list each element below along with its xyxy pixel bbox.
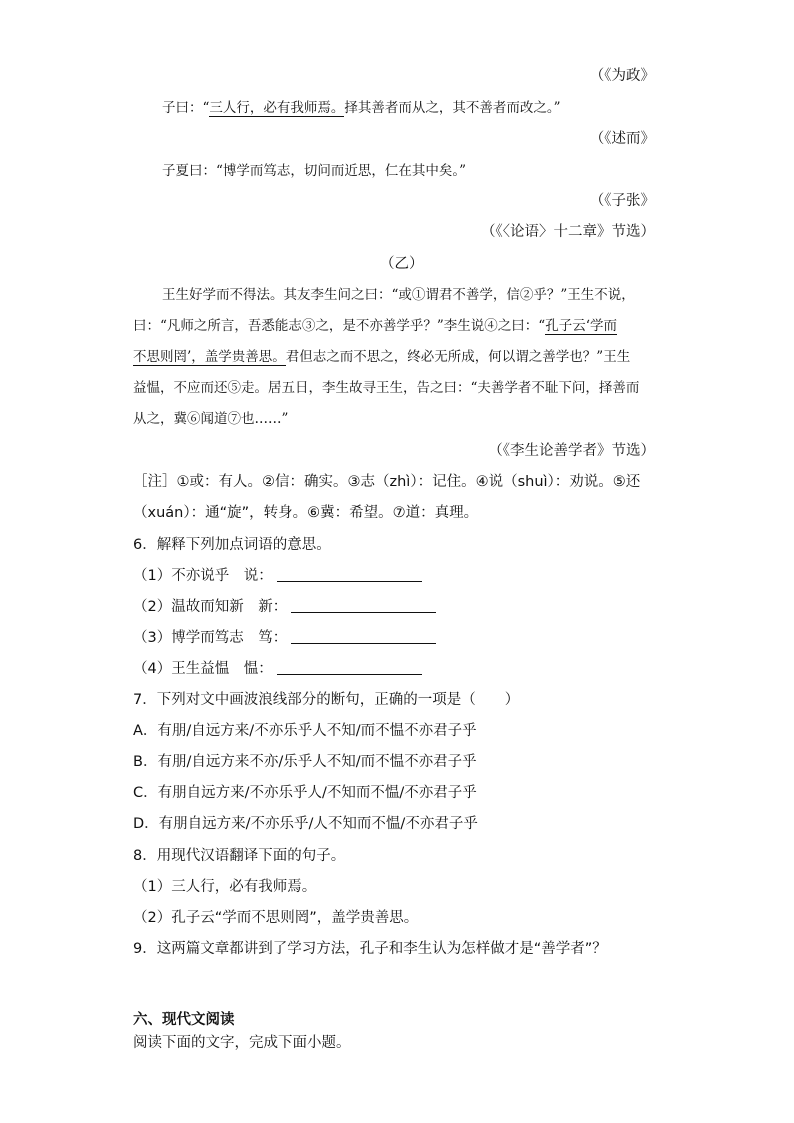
q9-stem: 9．这两篇文章都讲到了学习方法，孔子和李生认为怎样做才是“善学者”？: [133, 941, 607, 957]
q7-option-b[interactable]: B．有朋/自远方来不亦/乐乎人不知/而不愠不亦君子乎: [133, 754, 477, 770]
source-zizhang: （《子张》: [589, 193, 655, 209]
passage-b-label: （乙）: [380, 256, 424, 272]
q7-option-c[interactable]: C．有朋自远方来/不亦乐乎人/不知而不愠/不亦君子乎: [133, 785, 477, 801]
q6-answer-blank-2[interactable]: [291, 597, 436, 613]
quote-sanren-underlined: 三人行，必有我师焉。: [209, 100, 345, 116]
q6-answer-blank-4[interactable]: [277, 659, 422, 675]
q6-item-4-label: （4）王生益愠 愠：: [133, 661, 273, 677]
passage-b-line-3: [133, 347, 630, 367]
notes-line-1: ［注］①或：有人。②信：确实。③志（zhì）：记住。④说（shuì）：劝说。⑤还: [133, 474, 641, 490]
q7-stem: 7．下列对文中画波浪线部分的断句，正确的一项是（ ）: [133, 692, 520, 708]
passage-b-line-3-text: 君但志之而不思之，终必无所成，何以谓之善学也？”王生: [285, 349, 631, 365]
source-lisheng: （《李生论善学者》节选）: [488, 443, 655, 459]
q8-stem: 8．用现代汉语翻译下面的句子。: [133, 848, 346, 864]
passage-b-line-3-underlined: 不思则罔’，盖学贵善思。: [133, 349, 286, 365]
q6-item-2: [133, 597, 436, 617]
q7-option-a[interactable]: A．有朋/自远方来/不亦乐乎人不知/而不愠不亦君子乎: [133, 723, 477, 739]
quote-zixia: 子夏曰：“博学而笃志，切问而近思，仁在其中矣。”: [162, 163, 467, 179]
section-6-instruction: 阅读下面的文字，完成下面小题。: [133, 1035, 351, 1051]
passage-b-line-1: 王生好学而不得法。其友李生问之曰：“或①谓君不善学，信②乎？”王生不说，: [162, 287, 635, 303]
q6-item-3-label: （3）博学而笃志 笃：: [133, 630, 288, 646]
passage-b-line-2-text: 曰：“凡师之所言，吾悉能志③之，是不亦善学乎？”李生说④之曰：“: [133, 318, 546, 334]
passage-b-line-4: 益愠，不应而还⑤走。居五日，李生故寻王生，告之曰：“夫善学者不耻下问，择善而: [133, 380, 640, 396]
q6-answer-blank-1[interactable]: [277, 566, 422, 582]
source-shuer: （《述而》: [589, 131, 655, 147]
notes-line-2: （xuán）：通“旋”，转身。⑥冀：希望。⑦道：真理。: [133, 505, 479, 521]
quote-sanren: [162, 98, 561, 118]
q6-answer-blank-3[interactable]: [291, 628, 436, 644]
q7-option-d[interactable]: D．有朋自远方来/不亦乐乎/人不知而不愠/不亦君子乎: [133, 816, 478, 832]
quote-sanren-lead: 子曰：“: [162, 100, 210, 116]
q6-item-2-label: （2）温故而知新 新：: [133, 599, 288, 615]
q6-item-1-label: （1）不亦说乎 说：: [133, 568, 273, 584]
q6-stem: 6．解释下列加点词语的意思。: [133, 537, 331, 553]
source-lunyu: （《〈论语〉十二章》节选）: [481, 224, 655, 240]
q8-item-2: （2）孔子云“学而不思则罔”，盖学贵善思。: [133, 910, 419, 926]
passage-b-line-2-underlined: 孔子云‘学而: [545, 318, 618, 334]
q6-item-1: [133, 566, 422, 586]
q6-item-4: [133, 659, 422, 679]
q6-item-3: [133, 628, 436, 648]
section-6-title: 六、现代文阅读: [133, 1012, 235, 1028]
source-weizheng: （《为政》: [589, 68, 655, 84]
q8-item-1: （1）三人行，必有我师焉。: [133, 879, 317, 895]
quote-sanren-rest: 择其善者而从之，其不善者而改之。”: [344, 100, 561, 116]
passage-b-line-2: [133, 316, 617, 336]
passage-b-line-5: 从之，冀⑥闻道⑦也……”: [133, 411, 289, 427]
